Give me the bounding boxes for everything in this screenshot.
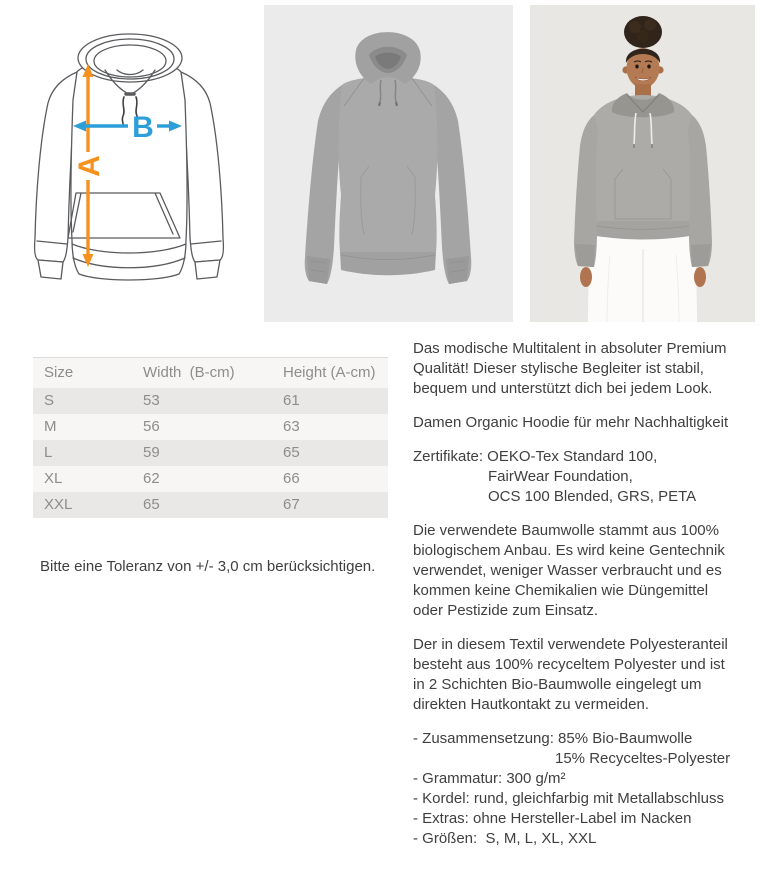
- width-cell: 62: [143, 470, 160, 487]
- width-cell: 65: [143, 496, 160, 513]
- text-line: oder Pestizide zum Einsatz.: [413, 602, 599, 619]
- hoodie-model-photo: [530, 5, 755, 322]
- hoodie-flat-photo: [264, 5, 513, 322]
- text-line: in 2 Schichten Bio-Baumwolle eingelegt um: [413, 676, 702, 693]
- height-cell: 66: [283, 470, 300, 487]
- flat-hoodie-hood: [355, 32, 420, 84]
- size-cell: XL: [44, 470, 63, 487]
- spec-line: - Kordel: rund, gleichfarbig mit Metallabschluss: [413, 790, 724, 807]
- size-table-header-size: Size: [44, 364, 74, 381]
- cotton-paragraph: [413, 521, 773, 621]
- table-row: [33, 414, 388, 440]
- hoodie-measurement-diagram: [23, 28, 235, 284]
- certificates-paragraph: [413, 447, 773, 507]
- height-cell: 65: [283, 444, 300, 461]
- width-cell: 53: [143, 392, 160, 409]
- size-table-header-row: [33, 358, 388, 388]
- polyester-paragraph: [413, 635, 773, 715]
- spec-line: - Zusammensetzung: 85% Bio-Baumwolle: [413, 730, 693, 747]
- tolerance-note: Bitte eine Toleranz von +/- 3,0 cm berücksichtigen.: [40, 558, 376, 575]
- text-line: Zertifikate: OEKO-Tex Standard 100,: [413, 448, 658, 465]
- text-line: bequem und unterstützt dich bei jedem Look.: [413, 380, 713, 397]
- height-cell: 63: [283, 418, 300, 435]
- height-cell: 67: [283, 496, 300, 513]
- size-table-header-width: Width (B-cm): [143, 364, 235, 381]
- text-line: verwendet, weniger Wasser verbraucht und es: [413, 562, 722, 579]
- size-table-header-height: Height (A-cm): [283, 364, 376, 381]
- text-line: Der in diesem Textil verwendete Polyesteranteil: [413, 636, 728, 653]
- measure-label-a: A: [73, 155, 106, 177]
- spec-line: - Größen: S, M, L, XL, XXL: [413, 830, 597, 847]
- sustainability-paragraph: [413, 413, 773, 433]
- measure-label-b: B: [132, 111, 154, 144]
- specs-list: [413, 729, 773, 849]
- size-cell: S: [44, 392, 55, 409]
- text-line: Die verwendete Baumwolle stammt aus 100%: [413, 522, 719, 539]
- size-cell: XXL: [44, 496, 73, 513]
- text-line: FairWear Foundation,: [488, 468, 633, 485]
- text-line: OCS 100 Blended, GRS, PETA: [488, 488, 697, 505]
- text-line: direkten Hautkontakt zu vermeiden.: [413, 696, 649, 713]
- model-face: [622, 48, 663, 101]
- table-row: [33, 492, 388, 518]
- size-table: [33, 357, 388, 518]
- intro-paragraph: [413, 339, 773, 399]
- size-cell: L: [44, 444, 53, 461]
- table-row: [33, 388, 388, 414]
- product-description: [413, 339, 773, 863]
- width-cell: 56: [143, 418, 160, 435]
- size-cell: M: [44, 418, 57, 435]
- height-cell: 61: [283, 392, 300, 409]
- spec-line: - Grammatur: 300 g/m²: [413, 770, 566, 787]
- width-cell: 59: [143, 444, 160, 461]
- flat-hoodie-body: [339, 77, 438, 276]
- spec-line: - Extras: ohne Hersteller-Label im Nacken: [413, 810, 692, 827]
- table-row: [33, 466, 388, 492]
- text-line: biologischem Anbau. Es wird keine Gentechnik: [413, 542, 725, 559]
- hoodie-flat-illustration: [264, 5, 513, 322]
- text-line: Das modische Multitalent in absoluter Premium: [413, 340, 727, 357]
- hoodie-outline-drawing: [23, 28, 235, 284]
- model-pants: [588, 232, 697, 322]
- table-row: [33, 440, 388, 466]
- text-line: Qualität! Dieser stylische Begleiter ist stabil,: [413, 360, 704, 377]
- spec-line: 15% Recyceltes-Polyester: [555, 750, 731, 767]
- hoodie-model-illustration: [530, 5, 755, 322]
- model-hair: [624, 16, 662, 48]
- text-line: kommen keine Chemikalien wie Düngemittel: [413, 582, 709, 599]
- text-line: Damen Organic Hoodie für mehr Nachhaltigkeit: [413, 414, 729, 431]
- text-line: besteht aus 100% recyceltem Polyester und ist: [413, 656, 725, 673]
